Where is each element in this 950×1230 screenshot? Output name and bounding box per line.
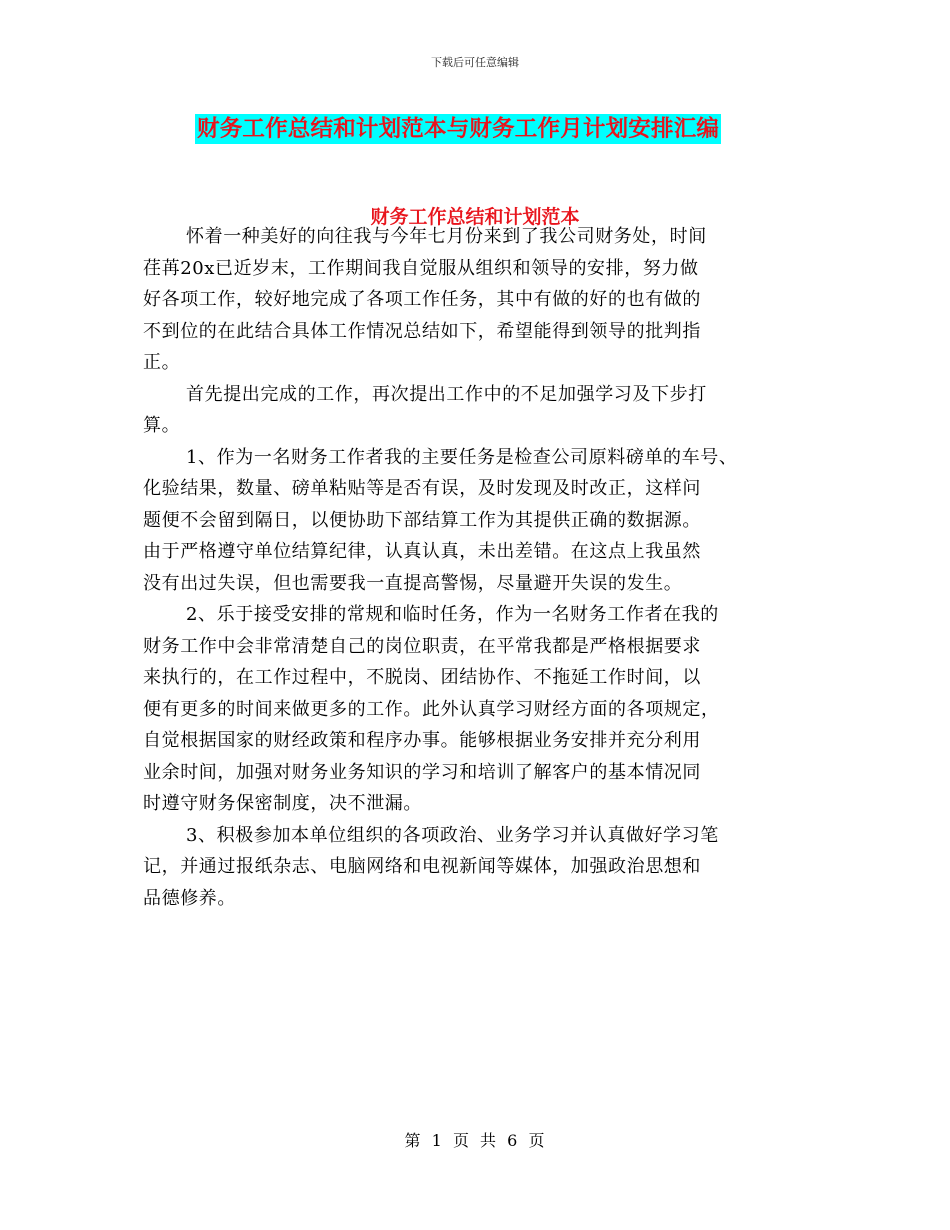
body-line: 荏苒20x已近岁末，工作期间我自觉服从组织和领导的安排，努力做 [143,257,699,279]
body-line: 便有更多的时间来做更多的工作。此外认真学习财经方面的各项规定， [143,698,720,720]
body-line: 2、乐于接受安排的常规和临时任务，作为一名财务工作者在我的 [186,604,719,625]
header-note: 下载后可任意编辑 [431,56,519,69]
body-line: 怀着一种美好的向往我与今年七月份来到了我公司财务处，时间 [186,226,707,247]
body-line: 1、作为一名财务工作者我的主要任务是检查公司原料磅单的车号、 [186,446,738,468]
body-line: 首先提出完成的工作，再次提出工作中的不足加强学习及下步打 [186,383,707,405]
body-line: 好各项工作，较好地完成了各项工作任务，其中有做的好的也有做的 [143,289,701,310]
body-line: 财务工作中会非常清楚自己的岗位职责，在平常我都是严格根据要求 [143,635,701,657]
body-line: 来执行的，在工作过程中，不脱岗、团结协作、不拖延工作时间，以 [143,667,701,688]
body-line: 题便不会留到隔日，以便协助下部结算工作为其提供正确的数据源。 [143,509,701,531]
footer-total-word: 共 [480,1131,498,1150]
body-line: 自觉根据国家的财经政策和程序办事。能够根据业务安排并充分利用 [143,730,701,751]
body-text [143,221,823,914]
body-line: 业余时间，加强对财务业务知识的学习和培训了解客户的基本情况同 [143,761,701,783]
body-line: 3、积极参加本单位组织的各项政治、业务学习并认真做好学习笔 [186,824,719,846]
body-line: 没有出过失误，但也需要我一直提高警惕，尽量避开失误的发生。 [143,572,683,594]
current-page-number: 1 [431,1131,443,1150]
body-line: 记，并通过报纸杂志、电脑网络和电视新闻等媒体，加强政治思想和 [143,856,701,877]
footer-page-word: 页 [452,1131,470,1150]
footer-suffix: 页 [528,1131,546,1150]
body-line: 时遵守财务保密制度，决不泄漏。 [143,793,422,814]
footer-prefix: 第 [404,1131,422,1150]
body-line: 算。 [143,415,181,436]
section-title: 财务工作总结和计划范本 [370,206,580,228]
page-footer [0,1128,950,1151]
main-title: 财务工作总结和计划范本与财务工作月计划安排汇编 [197,116,720,142]
body-line: 由于严格遵守单位结算纪律，认真认真，未出差错。在这点上我虽然 [143,541,701,562]
total-pages-number: 6 [507,1131,519,1150]
body-line: 正。 [143,352,181,373]
body-line: 不到位的在此结合具体工作情况总结如下，希望能得到领导的批判指 [143,320,701,342]
body-line: 化验结果，数量、磅单粘贴等是否有误，及时发现及时改正，这样问 [143,478,701,499]
body-line: 品德修养。 [143,887,236,909]
